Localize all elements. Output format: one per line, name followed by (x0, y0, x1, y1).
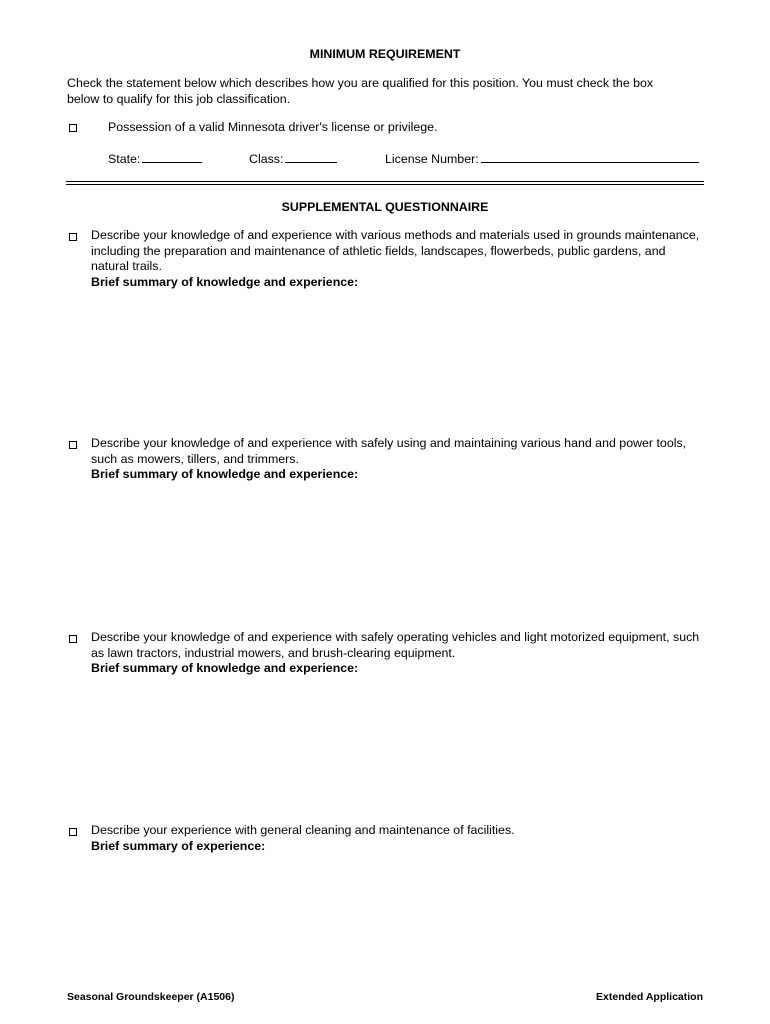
license-option-label: Possession of a valid Minnesota driver's license or privilege. (108, 120, 438, 134)
question-4-summary-label: Brief summary of experience: (91, 838, 266, 853)
question-1-text: Describe your knowledge of and experience with various methods and materials used in grounds maintenance, including the preparation and maintenance of athletic fields, landscapes, flowerbeds, public gardens, and natural trails. (91, 228, 700, 273)
question-2 (91, 436, 703, 483)
license-number-field[interactable] (481, 150, 699, 163)
question-2-checkbox[interactable] (69, 441, 77, 449)
question-4-checkbox[interactable] (69, 828, 77, 836)
question-3-text: Describe your knowledge of and experience with safely operating vehicles and light motorized equipment, such as lawn tractors, industrial mowers, and brush-clearing equipment. (91, 630, 700, 660)
question-3 (91, 630, 703, 677)
license-details-row (108, 150, 708, 168)
footer-position-title: Seasonal Groundskeeper (A1506) (67, 991, 235, 1003)
question-1-checkbox[interactable] (69, 233, 77, 241)
class-field[interactable] (285, 150, 337, 163)
question-2-summary-label: Brief summary of knowledge and experience: (91, 467, 359, 481)
question-3-checkbox[interactable] (69, 635, 77, 643)
question-4-text: Describe your experience with general cleaning and maintenance of facilities. (91, 823, 515, 837)
state-label: State: (108, 152, 141, 166)
question-3-summary-label: Brief summary of knowledge and experience: (91, 661, 359, 675)
question-1 (91, 228, 703, 290)
minimum-requirement-heading: MINIMUM REQUIREMENT (309, 47, 461, 61)
state-field[interactable] (142, 150, 202, 163)
license-number-label: License Number: (385, 152, 479, 166)
question-1-summary-label: Brief summary of knowledge and experience: (91, 274, 359, 289)
section-divider-top (66, 181, 704, 182)
license-checkbox[interactable] (69, 124, 77, 132)
class-label: Class: (249, 152, 284, 166)
supplemental-heading: SUPPLEMENTAL QUESTIONNAIRE (281, 200, 489, 214)
footer-application-type: Extended Application (596, 991, 703, 1003)
question-4 (91, 823, 703, 854)
question-2-text: Describe your knowledge of and experience with safely using and maintaining various hand and power tools, such as mowers, tillers, and trimmers. (91, 436, 687, 466)
minimum-requirement-instructions: Check the statement below which describes how you are qualified for this position. You must check the box below to qualify for this job classification. (67, 76, 654, 106)
section-divider-bottom (66, 184, 704, 185)
